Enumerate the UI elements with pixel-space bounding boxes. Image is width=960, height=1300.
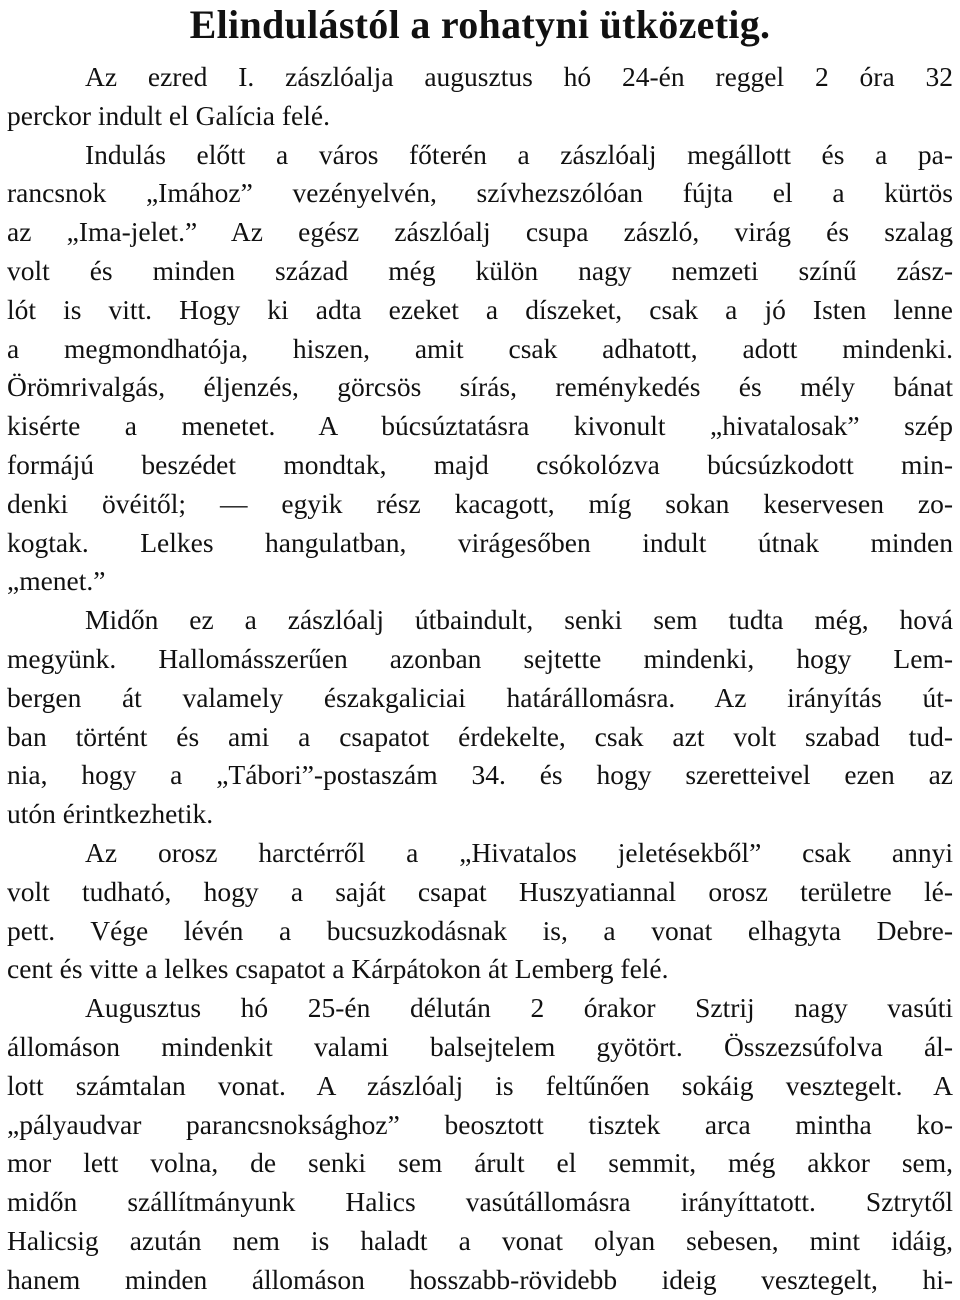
text-line: rancsnok „Imához” vezényelvén, szívhezszólóan fújta el a kürtös bbox=[7, 177, 953, 209]
text-line: a megmondhatója, hiszen, amit csak adhatott, adott mindenki. bbox=[7, 332, 953, 364]
text-line: midőn szállítmányunk Halics vasútállomásra irányíttatott. Sztrytől bbox=[7, 1186, 953, 1218]
text-line: Az orosz harctérről a „Hivatalos jeletésekből” csak annyi bbox=[85, 836, 953, 868]
text-line: Midőn ez a zászlóalj útbaindult, senki sem tudta még, hová bbox=[85, 604, 953, 636]
document-page bbox=[7, 0, 953, 1300]
text-line: Örömrivalgás, éljenzés, görcsös sírás, reménykedés és mély bánat bbox=[7, 371, 953, 403]
text-line: „menet.” bbox=[7, 565, 106, 597]
text-line: mor lett volna, de senki sem árult el semmit, még akkor sem, bbox=[7, 1147, 953, 1179]
text-line: az „Ima-jelet.” Az egész zászlóalj csupa zászló, virág és szalag bbox=[7, 216, 953, 248]
text-line: Indulás előtt a város főterén a zászlóalj megállott és a pa- bbox=[85, 138, 953, 170]
text-line: formájú beszédet mondtak, majd csókolózva búcsúzkodott min- bbox=[7, 448, 953, 480]
page-title: Elindulástól a rohatyni ütközetig. bbox=[189, 2, 771, 47]
text-line: volt és minden század még külön nagy nemzeti színű zász- bbox=[7, 254, 953, 286]
body-text bbox=[7, 58, 953, 1300]
text-line: denki övéitől; — egyik rész kacagott, míg sokan keservesen zo- bbox=[7, 487, 953, 519]
text-line: megyünk. Hallomásszerűen azonban sejtette mindenki, hogy Lem- bbox=[7, 642, 953, 674]
text-line: nia, hogy a „Tábori”-postaszám 34. és hogy szeretteivel ezen az bbox=[7, 759, 953, 791]
text-line: ban történt és ami a csapatot érdekelte, csak azt volt szabad tud- bbox=[7, 720, 953, 752]
text-line: Augusztus hó 25-én délután 2 órakor Sztrij nagy vasúti bbox=[85, 992, 953, 1024]
text-line: Halicsig azután nem is haladt a vonat olyan sebesen, mint idáig, bbox=[7, 1224, 953, 1256]
text-line: cent és vitte a lelkes csapatot a Kárpátokon át Lemberg felé. bbox=[7, 953, 669, 985]
text-line: állomáson mindenkit valami balsejtelem gyötört. Összezsúfolva ál- bbox=[7, 1030, 953, 1062]
text-line: lott számtalan vonat. A zászlóalj is feltűnően sokáig vesztegelt. A bbox=[7, 1069, 953, 1101]
text-line: bergen át valamely északgaliciai határállomásra. Az irányítás út- bbox=[7, 681, 953, 713]
text-line: Az ezred I. zászlóalja augusztus hó 24-én reggel 2 óra 32 bbox=[85, 61, 953, 92]
text-line: kisérte a menetet. A búcsúztatásra kivonult „hivatalosak” szép bbox=[7, 410, 953, 442]
text-line: kogtak. Lelkes hangulatban, virágesőben indult útnak minden bbox=[7, 526, 953, 558]
text-line: pett. Vége lévén a bucsuzkodásnak is, a vonat elhagyta Debre- bbox=[7, 914, 953, 946]
text-line: hanem minden állomáson hosszabb-rövidebb ideig vesztegelt, hi- bbox=[7, 1263, 953, 1295]
text-line: utón érintkezhetik. bbox=[7, 798, 214, 830]
text-line: „pályaudvar parancsnoksághoz” beosztott tisztek arca mintha ko- bbox=[7, 1108, 953, 1140]
text-line: lót is vitt. Hogy ki adta ezeket a díszeket, csak a jó Isten lenne bbox=[7, 293, 953, 325]
text-line: perckor indult el Galícia felé. bbox=[7, 99, 330, 131]
text-line: volt tudható, hogy a saját csapat Huszyatiannal orosz területre lé- bbox=[7, 875, 953, 907]
